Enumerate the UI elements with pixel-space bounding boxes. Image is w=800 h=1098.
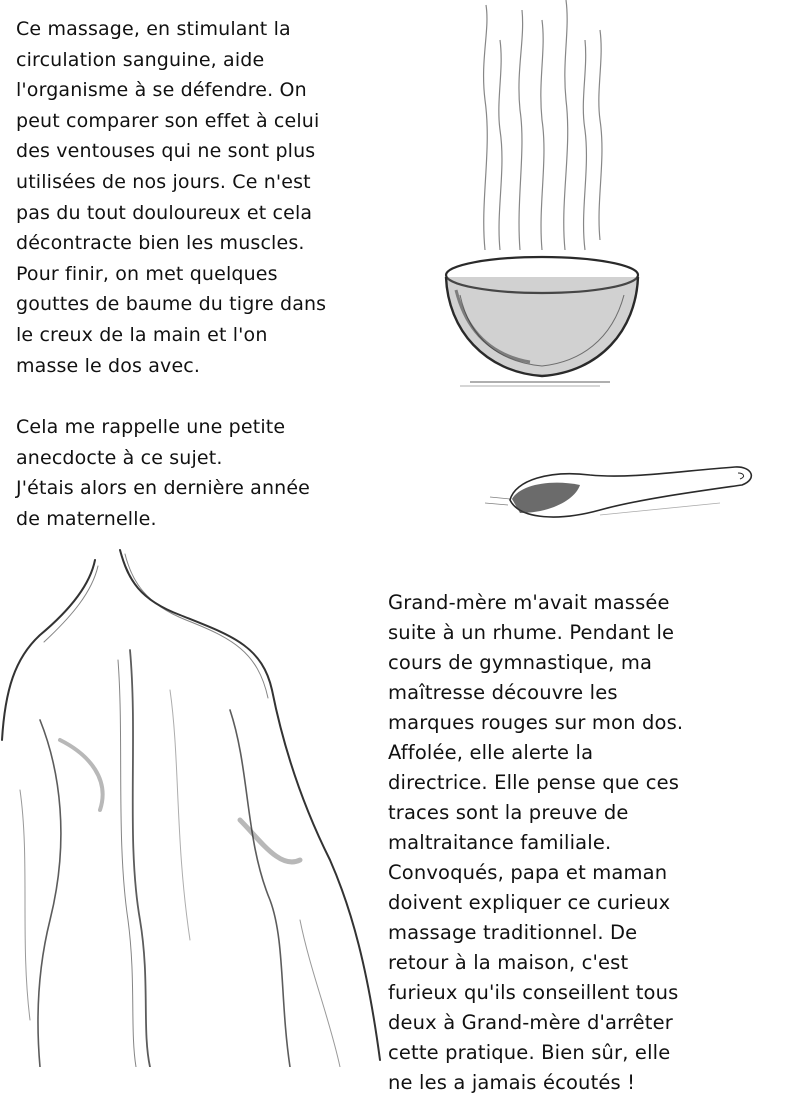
text-line: massage traditionnel. De	[388, 921, 638, 944]
text-line: maltraitance familiale.	[388, 831, 612, 854]
steaming-bowl-illustration	[430, 0, 650, 400]
text-line: cette pratique. Bien sûr, elle	[388, 1041, 671, 1064]
text-line: gouttes de baume du tigre dans	[16, 293, 327, 316]
soup-spoon-illustration	[480, 455, 770, 535]
text-line: décontracte bien les muscles.	[16, 232, 305, 255]
text-line: deux à Grand-mère d'arrêter	[388, 1011, 673, 1034]
text-line: furieux qu'ils conseillent tous	[388, 981, 679, 1004]
bare-back-illustration	[0, 540, 400, 1067]
text-line: utilisées de nos jours. Ce n'est	[16, 170, 311, 193]
text-line: suite à un rhume. Pendant le	[388, 621, 675, 644]
steam-strokes	[484, 0, 602, 250]
text-line: de maternelle.	[16, 507, 157, 530]
text-line: doivent expliquer ce curieux	[388, 891, 671, 914]
text-line: ne les a jamais écoutés !	[388, 1071, 636, 1094]
text-line: Ce massage, en stimulant la	[16, 18, 291, 40]
text-line: le creux de la main et l'on	[16, 323, 268, 346]
bowl	[446, 257, 638, 386]
text-line: Affolée, elle alerte la	[388, 741, 594, 764]
text-line: pas du tout douloureux et cela	[16, 201, 313, 224]
paragraph-anecdote-story	[388, 588, 683, 1098]
text-line: peut comparer son effet à celui	[16, 109, 320, 132]
text-line: masse le dos avec.	[16, 354, 201, 377]
text-line: anecdocte à ce sujet.	[16, 446, 223, 469]
text-line: J'étais alors en dernière année	[16, 477, 311, 500]
text-line: directrice. Elle pense que ces	[388, 771, 680, 794]
text-line: Pour finir, on met quelques	[16, 262, 278, 285]
text-line: marques rouges sur mon dos.	[388, 711, 684, 734]
spoon	[485, 467, 751, 517]
text-line: traces sont la preuve de	[388, 801, 629, 824]
text-line: Grand-mère m'avait massée	[388, 591, 670, 614]
text-line: l'organisme à se défendre. On	[16, 79, 307, 102]
text-line: Convoqués, papa et maman	[388, 861, 668, 884]
text-line: retour à la maison, c'est	[388, 951, 629, 974]
text-line: Cela me rappelle une petite	[16, 416, 286, 438]
back-outline	[2, 550, 380, 1067]
text-line: circulation sanguine, aide	[16, 48, 265, 71]
text-line: maîtresse découvre les	[388, 681, 618, 704]
text-line: des ventouses qui ne sont plus	[16, 140, 316, 163]
text-line: cours de gymnastique, ma	[388, 651, 653, 674]
paragraph-massage-description	[16, 14, 326, 381]
paragraph-anecdote-intro	[16, 412, 310, 534]
